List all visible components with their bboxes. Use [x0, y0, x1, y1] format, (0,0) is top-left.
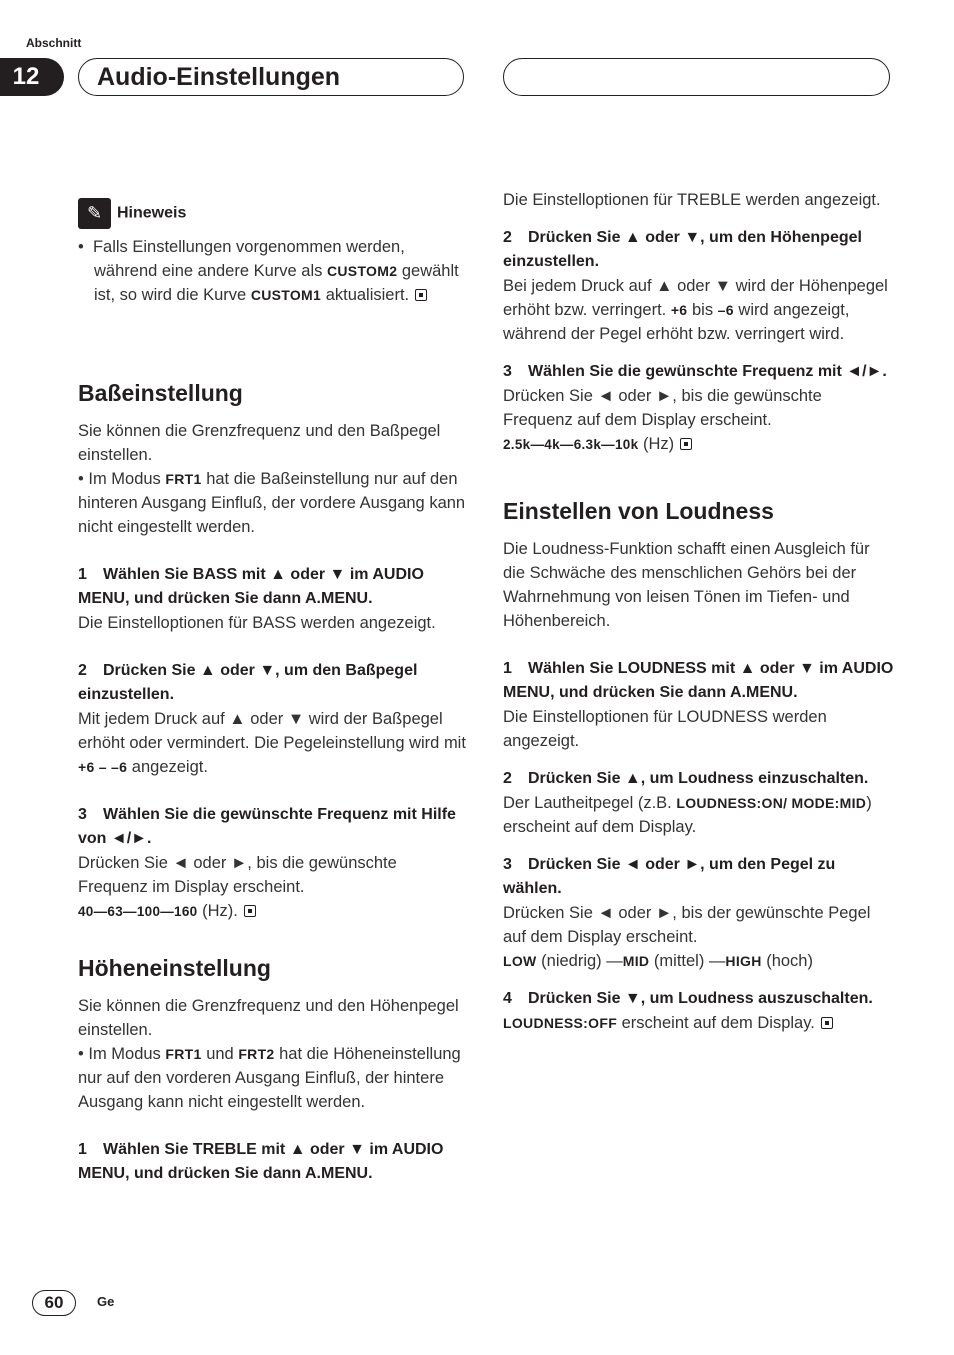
end-mark-icon: [821, 1017, 833, 1029]
section-label: Abschnitt: [26, 36, 82, 50]
bass-step2-body: Mit jedem Druck auf ▲ oder ▼ wird der Baßpegel erhöht oder vermindert. Die Pegeleinstellung wird mit +6 – –6 angezeigt.: [78, 710, 466, 776]
treble-heading: Höheneinstellung: [78, 955, 271, 981]
loudness-step4-body: LOUDNESS:OFF erscheint auf dem Display.: [503, 1011, 895, 1035]
header-empty-box: [503, 58, 890, 96]
bass-step2-title: 2 Drücken Sie ▲ oder ▼, um den Baßpegel einzustellen.: [78, 662, 418, 703]
treble-step3-title: 3 Wählen Sie die gewünschte Frequenz mit ◄/►.: [503, 363, 887, 380]
treble-intro: Sie können die Grenzfrequenz und den Höhenpegel einstellen.: [78, 997, 459, 1039]
loudness-heading: Einstellen von Loudness: [503, 498, 774, 524]
loudness-step3-body: Drücken Sie ◄ oder ►, bis der gewünschte Pegel auf dem Display erscheint.: [503, 904, 871, 946]
loudness-step1-body: Die Einstelloptionen für LOUDNESS werden angezeigt.: [503, 708, 827, 750]
chapter-title-text: Audio-Einstellungen: [97, 62, 341, 91]
treble-mode-note: • Im Modus FRT1 und FRT2 hat die Höheneinstellung nur auf den vorderen Ausgang Einfluß, der hintere Ausgang kann nicht eingestellt werden.: [78, 1045, 461, 1111]
page-number: 60: [32, 1290, 76, 1316]
end-mark-icon: [680, 438, 692, 450]
pencil-icon: ✎: [78, 198, 111, 229]
loudness-step4-title: 4 Drücken Sie ▼, um Loudness auszuschalten.: [503, 990, 873, 1007]
bass-step1-body: Die Einstelloptionen für BASS werden angezeigt.: [78, 614, 436, 632]
treble-step1-title: 1 Wählen Sie TREBLE mit ▲ oder ▼ im AUDIO MENU, und drücken Sie dann A.MENU.: [78, 1141, 444, 1182]
bass-intro: Sie können die Grenzfrequenz und den Baßpegel einstellen.: [78, 422, 441, 464]
bass-heading: Baßeinstellung: [78, 380, 243, 406]
left-column: [78, 198, 470, 1186]
loudness-step3-title: 3 Drücken Sie ◄ oder ►, um den Pegel zu wählen.: [503, 856, 836, 897]
note-title: Hineweis: [117, 204, 187, 222]
loudness-levels: LOW (niedrig) —MID (mittel) —HIGH (hoch): [503, 952, 813, 970]
bass-step3-body: Drücken Sie ◄ oder ►, bis die gewünschte Frequenz im Display erscheint.: [78, 854, 397, 896]
treble-freqs: 2.5k—4k—6.3k—10k (Hz): [503, 432, 895, 457]
loudness-intro: Die Loudness-Funktion schafft einen Ausgleich für die Schwäche des menschlichen Gehörs bei der Wahrnehmung von leisen Tönen im Tiefen- und Höhenbereich.: [503, 540, 870, 630]
note-header: [78, 198, 470, 229]
loudness-step2-title: 2 Drücken Sie ▲, um Loudness einzuschalten.: [503, 770, 869, 787]
chapter-title: [78, 58, 464, 96]
treble-step3-body: Drücken Sie ◄ oder ►, bis die gewünschte Frequenz auf dem Display erscheint.: [503, 387, 822, 429]
loudness-step2-body: Der Lautheitpegel (z.B. LOUDNESS:ON/ MODE:MID) erscheint auf dem Display.: [503, 794, 872, 836]
treble-step2-title: 2 Drücken Sie ▲ oder ▼, um den Höhenpegel einzustellen.: [503, 229, 862, 270]
bass-step3-title: 3 Wählen Sie die gewünschte Frequenz mit Hilfe von ◄/►.: [78, 806, 456, 847]
treble-step2-body: Bei jedem Druck auf ▲ oder ▼ wird der Höhenpegel erhöht bzw. verringert. +6 bis –6 wird angezeigt, während der Pegel erhöht bzw. verringert wird.: [503, 277, 888, 343]
note-bullet: • Falls Einstellungen vorgenommen werden, während eine andere Kurve als CUSTOM2 gewählt ist, so wird die Kurve CUSTOM1 aktualisiert.: [78, 238, 459, 304]
bass-freqs: 40—63—100—160 (Hz).: [78, 899, 470, 924]
end-mark-icon: [415, 289, 427, 301]
bass-mode-note: • Im Modus FRT1 hat die Baßeinstellung nur auf den hinteren Ausgang Einfluß, der vordere Ausgang kann nicht eingestellt werden.: [78, 470, 466, 536]
right-column: [503, 188, 895, 1035]
loudness-step1-title: 1 Wählen Sie LOUDNESS mit ▲ oder ▼ im AUDIO MENU, und drücken Sie dann A.MENU.: [503, 660, 894, 701]
end-mark-icon: [244, 905, 256, 917]
bass-step1-title: 1 Wählen Sie BASS mit ▲ oder ▼ im AUDIO MENU, und drücken Sie dann A.MENU.: [78, 566, 424, 607]
language-code: Ge: [97, 1294, 115, 1309]
chapter-number: 12: [0, 58, 64, 96]
treble-step1-body: Die Einstelloptionen für TREBLE werden angezeigt.: [503, 191, 881, 209]
